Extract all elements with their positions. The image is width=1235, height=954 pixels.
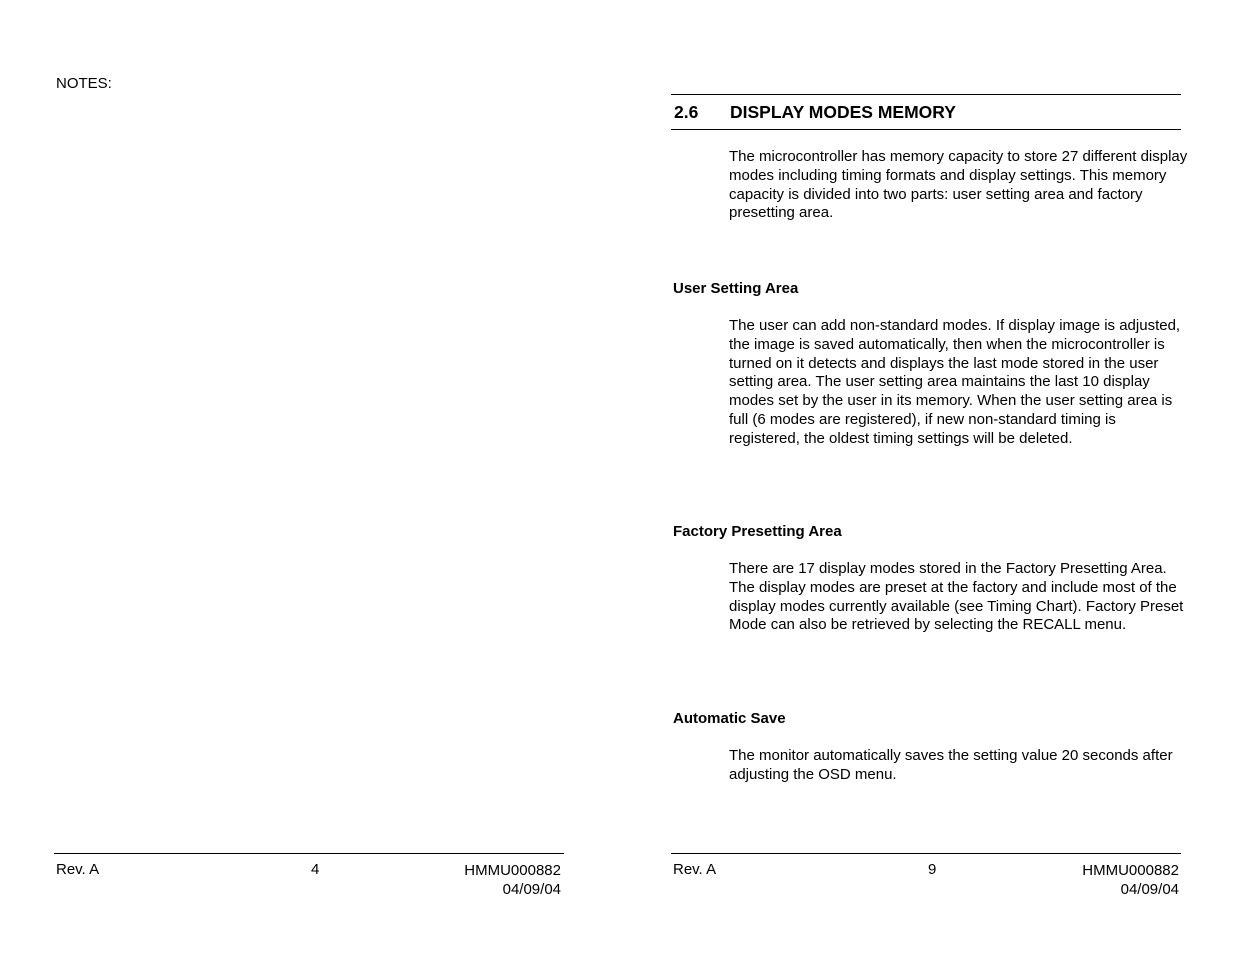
footer-doc-info <box>464 861 561 899</box>
section-number: 2.6 <box>674 102 699 122</box>
automatic-save-heading: Automatic Save <box>673 710 786 727</box>
footer-page-number: 4 <box>311 861 320 878</box>
footer-doc-id: HMMU000882 <box>1082 862 1179 879</box>
user-setting-heading: User Setting Area <box>673 280 799 297</box>
notes-label: NOTES: <box>56 75 112 92</box>
footer-page-number: 9 <box>928 861 937 878</box>
footer-doc-id: HMMU000882 <box>464 862 561 879</box>
footer-date: 04/09/04 <box>502 881 561 898</box>
footer-divider <box>671 853 1181 854</box>
footer-divider <box>54 853 564 854</box>
section-intro-paragraph: The microcontroller has memory capacity to store 27 different display modes including timing formats and display settings. This memory capacity is divided into two parts: user setting area and factory presetting area. <box>729 148 1188 222</box>
right-page <box>617 0 1235 954</box>
footer-revision: Rev. A <box>673 861 717 878</box>
user-setting-paragraph: The user can add non-standard modes. If display image is adjusted, the image is saved automatically, then when the microcontroller is turned on it detects and displays the last mode stored in the user setting area. The user setting area maintains the last 10 display modes set by the user in its memory. When the user setting area is full (6 modes are registered), if new non-standard timing is registered, the oldest timing settings will be deleted. <box>729 317 1181 447</box>
section-title: DISPLAY MODES MEMORY <box>730 102 956 122</box>
footer-revision: Rev. A <box>56 861 100 878</box>
section-header <box>671 94 1181 130</box>
factory-presetting-heading: Factory Presetting Area <box>673 523 842 540</box>
footer-doc-info <box>1082 861 1179 899</box>
footer-date: 04/09/04 <box>1120 881 1179 898</box>
factory-presetting-paragraph: There are 17 display modes stored in the Factory Presetting Area. The display modes are preset at the factory and include most of the display modes currently available (see Timing Chart). Factory Preset Mode can also be retrieved by selecting the RECALL menu. <box>729 560 1184 634</box>
automatic-save-paragraph: The monitor automatically saves the setting value 20 seconds after adjusting the OSD menu. <box>729 747 1173 783</box>
left-page <box>0 0 617 954</box>
